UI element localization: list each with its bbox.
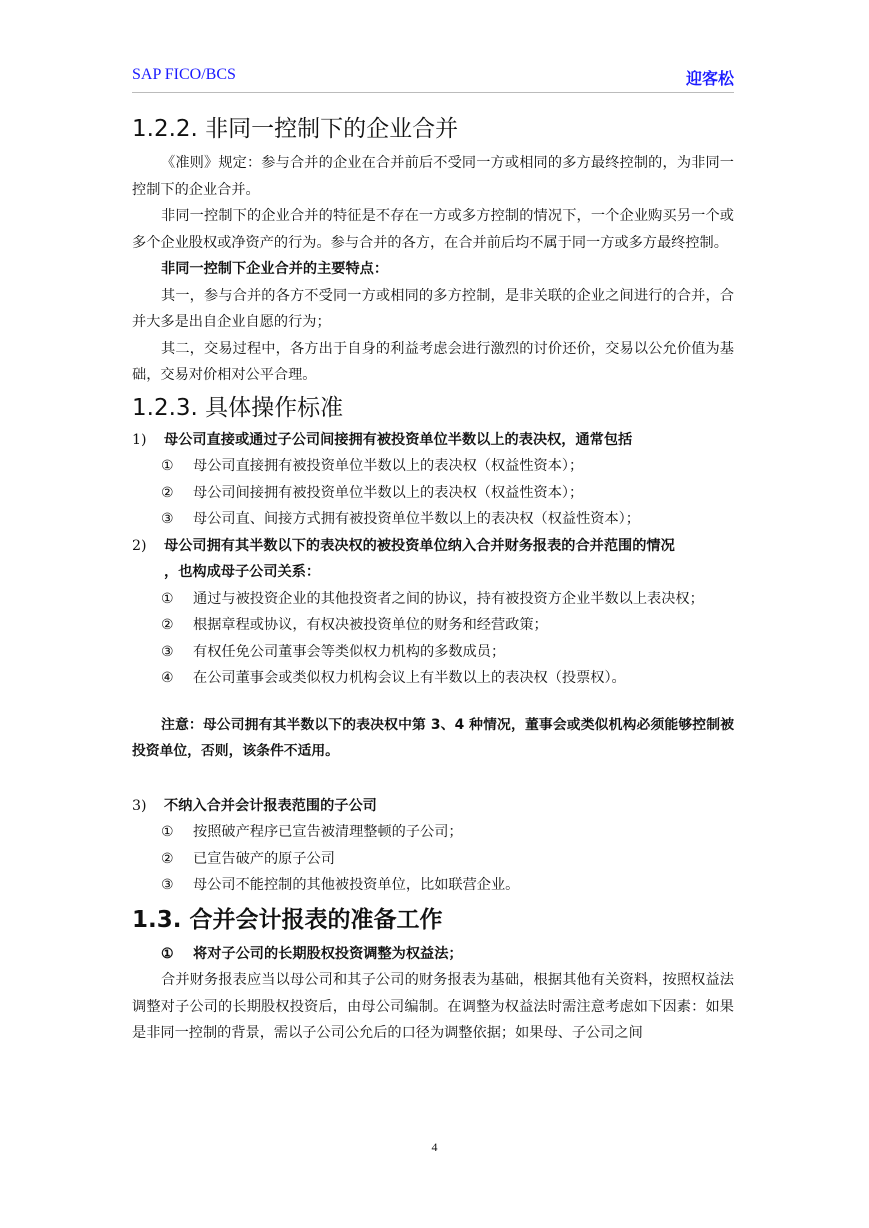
sub-mark: ③ xyxy=(161,877,174,893)
sub-mark: ② xyxy=(161,617,174,633)
list-item xyxy=(132,793,734,820)
list-number: 1) xyxy=(132,431,147,448)
spacer xyxy=(132,765,734,793)
paragraph: 其一，参与合并的各方不受同一方或相同的多方控制，是非关联的企业之间进行的合并，合并大多是出自企业自愿的行为； xyxy=(132,287,734,330)
sub-mark: ① xyxy=(161,458,174,474)
section-title-123: 1.2.3. 具体操作标准 xyxy=(132,394,344,421)
list-text-line2: ，也构成母子公司关系： xyxy=(164,564,321,580)
header-right: 迎客松 xyxy=(685,71,734,88)
sub-item xyxy=(132,612,734,639)
sub-item xyxy=(132,453,734,480)
sub-item xyxy=(132,941,734,968)
sub-item xyxy=(132,480,734,507)
paragraph: 其二，交易过程中，各方出于自身的利益考虑会进行激烈的讨价还价，交易以公允价值为基础，交易对价相对公平合理。 xyxy=(132,340,734,383)
sub-item xyxy=(132,665,734,692)
sub-text: 已宣告破产的原子公司 xyxy=(193,850,335,867)
sub-mark: ③ xyxy=(161,643,174,660)
list-item xyxy=(132,427,734,454)
sub-item xyxy=(132,846,734,873)
section-title-122: 1.2.2. 非同一控制下的企业合并 xyxy=(132,116,459,142)
sub-text: 母公司直、间接方式拥有被投资单位半数以上的表决权（权益性资本）； xyxy=(193,511,640,527)
sub-mark: ④ xyxy=(161,670,174,686)
sub-text: 母公司间接拥有被投资单位半数以上的表决权（权益性资本）； xyxy=(193,484,584,501)
paragraph-bold: 非同一控制下企业合并的主要特点： xyxy=(161,261,389,277)
paragraph: 合并财务报表应当以母公司和其子公司的财务报表为基础，根据其他有关资料，按照权益法调整对子公司的长期股权投资后，由母公司编制。在调整为权益法时需注意考虑如下因素：如果是非同一控制的背景，需以子公司公允后的口径为调整依据；如果母、子公司之间 xyxy=(132,972,734,1041)
sub-mark: ① xyxy=(161,824,174,840)
sub-mark: ① xyxy=(161,945,174,962)
sub-text: 按照破产程序已宣告被清理整顿的子公司； xyxy=(193,824,463,840)
section-title-13: 1.3. 合并会计报表的准备工作 xyxy=(132,906,443,933)
paragraph: 非同一控制下的企业合并的特征是不存在一方或多方控制的情况下，一个企业购买另一个或多个企业股权或净资产的行为。参与合并的各方，在合并前后均不属于同一方或多方最终控制。 xyxy=(132,208,734,251)
sub-item xyxy=(132,819,734,846)
sub-item xyxy=(132,586,734,613)
list-text-line1: 母公司拥有其半数以下的表决权的被投资单位纳入合并财务报表的合并范围的情况 xyxy=(164,537,675,554)
sub-text: 有权任免公司董事会等类似权力机构的多数成员； xyxy=(193,643,506,660)
page-content xyxy=(132,112,734,1047)
paragraph: 《准则》规定：参与合并的企业在合并前后不受同一方或相同的多方最终控制的，为非同一控制下的企业合并。 xyxy=(132,155,734,198)
list-text: 母公司直接或通过子公司间接拥有被投资单位半数以上的表决权，通常包括 xyxy=(164,431,633,448)
note-paragraph: 注意：母公司拥有其半数以下的表决权中第 3、4 种情况，董事会或类似机构必须能够控制被投资单位，否则，该条件不适用。 xyxy=(132,716,734,759)
sub-text: 母公司直接拥有被投资单位半数以上的表决权（权益性资本）； xyxy=(193,458,584,474)
sub-item xyxy=(132,506,734,533)
page-number: 4 xyxy=(431,1140,438,1154)
spacer xyxy=(132,692,734,712)
header-left: SAP FICO/BCS xyxy=(132,66,236,83)
list-number: 2) xyxy=(132,537,147,554)
sub-text: 母公司不能控制的其他被投资单位，比如联营企业。 xyxy=(193,877,520,893)
sub-text: 通过与被投资企业的其他投资者之间的协议，持有被投资方企业半数以上表决权； xyxy=(193,590,704,607)
sub-mark: ① xyxy=(161,590,174,607)
sub-text: 将对子公司的长期股权投资调整为权益法； xyxy=(193,945,463,962)
sub-mark: ② xyxy=(161,484,174,501)
list-number: 3) xyxy=(132,797,147,814)
sub-mark: ② xyxy=(161,850,174,867)
sub-item xyxy=(132,639,734,666)
sub-item xyxy=(132,872,734,899)
sub-text: 在公司董事会或类似权力机构会议上有半数以上的表决权（投票权）。 xyxy=(193,670,626,686)
list-item xyxy=(132,533,734,586)
sub-text: 根据章程或协议，有权决被投资单位的财务和经营政策； xyxy=(193,617,548,633)
list-text xyxy=(164,533,734,586)
list-text: 不纳入合并会计报表范围的子公司 xyxy=(164,797,377,814)
sub-mark: ③ xyxy=(161,511,174,527)
header-rule xyxy=(132,92,734,93)
